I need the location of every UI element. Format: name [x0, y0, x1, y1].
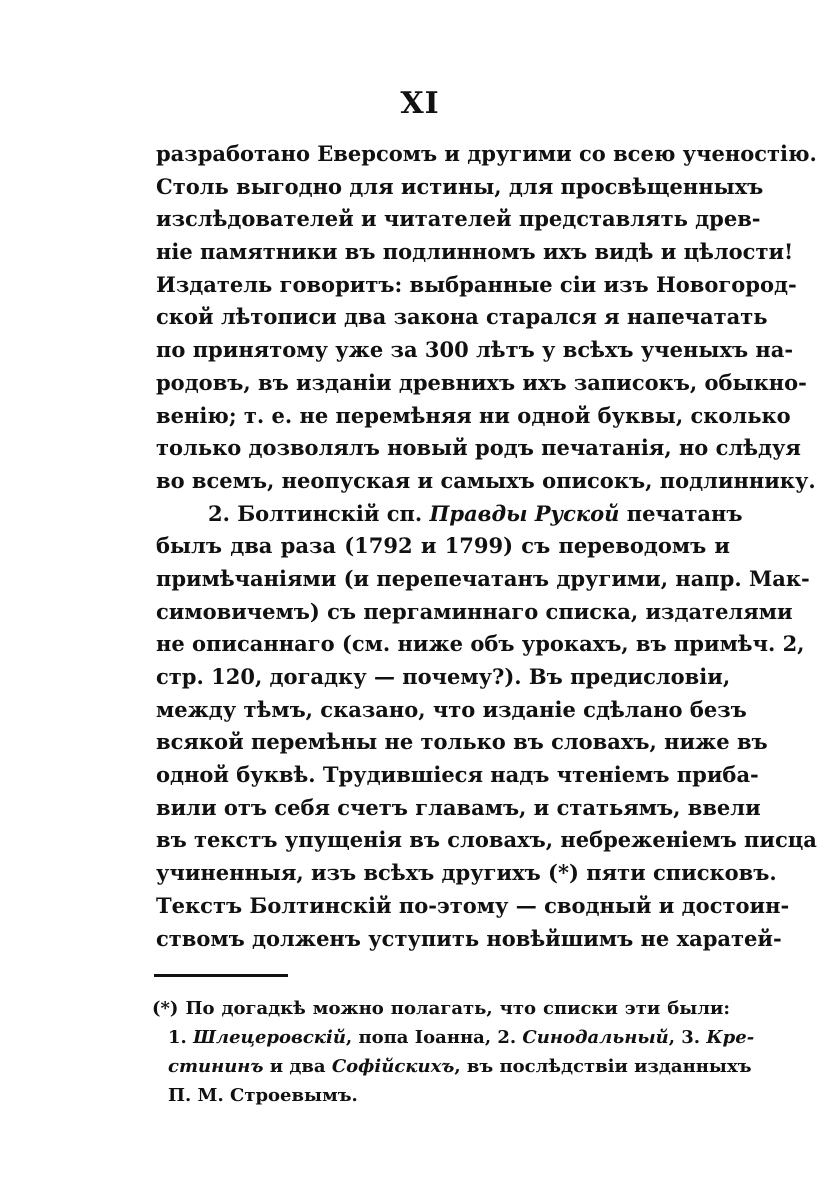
footnote-text: , попа Іоанна, 2.	[345, 1027, 523, 1048]
text-line: вили отъ себя счетъ главамъ, и статьямъ, ввели	[156, 794, 761, 820]
text-line: Столь выгодно для истины, для просвѣщенныхъ	[156, 173, 764, 199]
manuscript-name: стининъ	[168, 1056, 264, 1077]
text-line: не описаннаго (см. ниже объ урокахъ, въ примѣч. 2,	[156, 631, 805, 657]
footnote	[152, 994, 755, 1110]
footnote-line: (*) По догадкѣ можно полагать, что списки эти были:	[152, 998, 730, 1019]
text-line: разработано Еверсомъ и другими со всею ученостію.	[156, 141, 817, 166]
footnote-text: , въ послѣдствіи изданныхъ	[454, 1056, 752, 1077]
paragraph-2-first-line	[156, 498, 743, 531]
text-line: только дозволялъ новый родъ печатанія, но слѣдуя	[156, 435, 801, 461]
body-text	[156, 138, 817, 955]
manuscript-name: Синодальный	[522, 1027, 669, 1048]
text-line: Издатель говоритъ: выбранные сіи изъ Новогород-	[156, 271, 797, 297]
work-title: Правды Руской	[429, 500, 620, 526]
text-line: стр. 120, догадку — почему?). Въ предисловіи,	[156, 664, 731, 689]
text-line: всякой перемѣны не только въ словахъ, ниже въ	[156, 729, 768, 755]
text-line: ской лѣтописи два закона старался я напечатать	[156, 304, 768, 330]
text-line: ніе памятники въ подлинномъ ихъ видѣ и цѣлости!	[156, 239, 794, 265]
footnote-text: , 3.	[668, 1027, 707, 1048]
text-line: примѣчаніями (и перепечатанъ другими, напр. Мак-	[156, 565, 810, 591]
text-line: былъ два раза (1792 и 1799) съ переводомъ и	[156, 533, 730, 559]
text-line: симовичемъ) съ пергаминнаго списка, издателями	[156, 598, 793, 624]
text-line: въ текстъ упущенія въ словахъ, небреженіемъ писца	[156, 827, 817, 853]
text-line: ствомъ долженъ уступить новѣйшимъ не харатей-	[156, 925, 782, 951]
text-line: Текстъ Болтинскій по-этому — сводный и достоин-	[156, 892, 790, 918]
manuscript-name: Кре-	[706, 1027, 755, 1048]
footnote-line	[152, 1023, 755, 1052]
footnote-line: П. М. Строевымъ.	[168, 1085, 358, 1106]
text-line: венію; т. е. не перемѣняя ни одной буквы, сколько	[156, 402, 791, 428]
text-line: между тѣмъ, сказано, что изданіе сдѣлано безъ	[156, 696, 747, 722]
text-line: во всемъ, неопуская и самыхъ описокъ, подлиннику.	[156, 467, 816, 493]
text-line: родовъ, въ изданіи древнихъ ихъ записокъ, обыкно-	[156, 369, 807, 395]
text-line: одной буквѣ. Трудившіеся надъ чтеніемъ прибa-	[156, 762, 759, 788]
manuscript-name: Шлецеровскій	[193, 1027, 346, 1048]
footnote-text: 1.	[168, 1027, 194, 1048]
page-number: XI	[400, 86, 440, 121]
footnote-divider	[154, 974, 288, 977]
text-line: изслѣдователей и читателей представлять древ-	[156, 206, 761, 232]
manuscript-name: Софійскихъ	[331, 1056, 455, 1077]
footnote-text: и два	[263, 1056, 332, 1077]
footnote-line	[152, 1052, 752, 1081]
text-line: по принятому уже за 300 лѣтъ у всѣхъ ученыхъ на-	[156, 337, 794, 363]
paragraph-2-tail: печатанъ	[619, 500, 743, 526]
paragraph-2-lead: 2. Болтинскій сп.	[208, 500, 430, 526]
text-line: учиненныя, изъ всѣхъ другихъ (*) пяти списковъ.	[156, 860, 777, 886]
